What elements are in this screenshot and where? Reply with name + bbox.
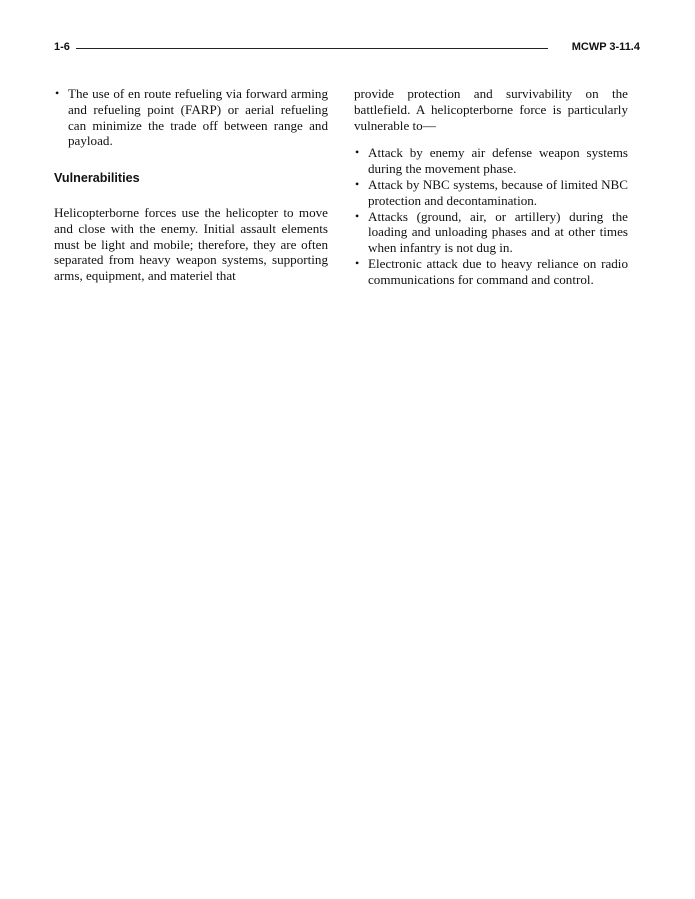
body-paragraph: Helicopterborne forces use the helicopter to move and close with the enemy. Initial assault elements must be light and mobile; therefore, they are often separated from heavy weapon systems, supporting arms, equipment, and materiel that (54, 204, 328, 284)
vulnerability-list (354, 145, 628, 287)
page-number: 1-6 (54, 41, 70, 53)
bullet-item: • Electronic attack due to heavy reliance on radio communications for command and control. (354, 256, 628, 288)
header-rule (76, 48, 548, 49)
page-header (54, 41, 640, 57)
bullet-item: • Attacks (ground, air, or artillery) during the loading and unloading phases and at other times when infantry is not dug in. (354, 209, 628, 256)
left-bullet-list (54, 86, 328, 149)
body-paragraph-continued: provide protection and survivability on the battlefield. A helicopterborne force is particularly vulnerable to— (354, 86, 628, 133)
bullet-item: • Attack by enemy air defense weapon systems during the movement phase. (354, 145, 628, 177)
section-heading: Vulnerabilities (54, 171, 140, 186)
bullet-item: • The use of en route refueling via forward arming and refueling point (FARP) or aerial refueling can minimize the trade off between range and payload. (54, 86, 328, 149)
left-column (54, 86, 328, 284)
publication-title: MCWP 3-11.4 (571, 41, 640, 53)
bullet-item: • Attack by NBC systems, because of limited NBC protection and decontamination. (354, 177, 628, 209)
right-column (354, 86, 628, 288)
